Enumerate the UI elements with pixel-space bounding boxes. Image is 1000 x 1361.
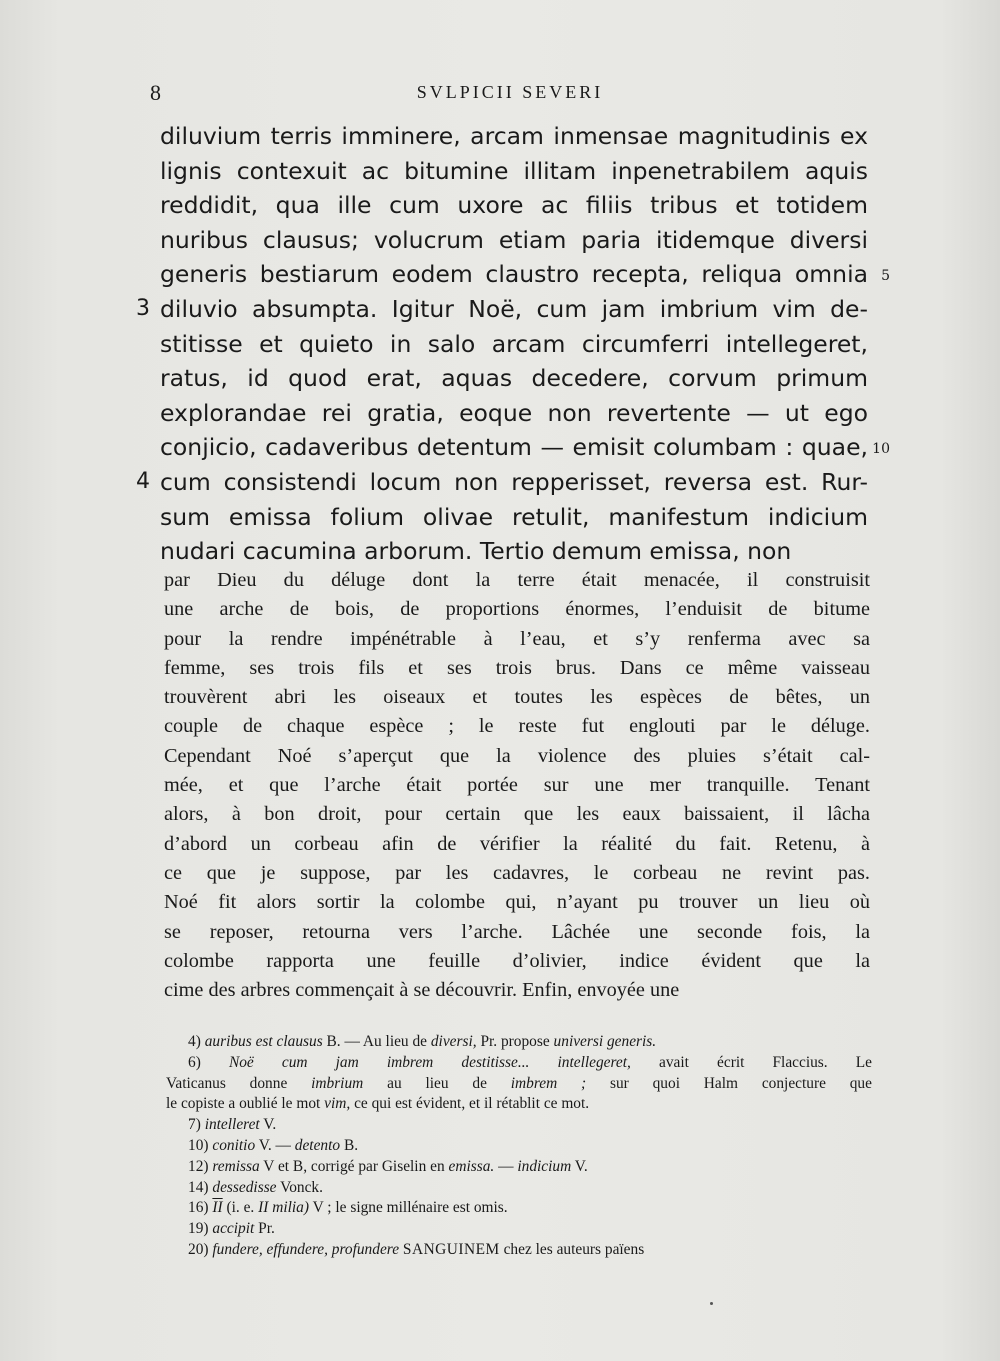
note-16: 16) $\overline{II}$ (i. e. II milia) V ; le signe millénaire est omis. — [188, 1199, 508, 1217]
latin-line — [136, 465, 868, 500]
french-line: trouvèrent abri les oiseaux et toutes les espèces de bêtes, un — [164, 686, 870, 709]
note-19: 19) accipit Pr. — [188, 1220, 275, 1238]
french-line: une arche de bois, de proportions énormes, l’enduisit de bitume — [164, 598, 870, 621]
line-number: 10 — [872, 441, 890, 458]
latin-line-text: ratus, id quod erat, aquas decedere, corvum primum — [160, 364, 868, 393]
critical-notes — [166, 1032, 872, 1261]
french-line: se reposer, retourna vers l’arche. Lâchée une seconde fois, la — [164, 920, 870, 943]
latin-line — [160, 119, 868, 154]
latin-line — [160, 188, 868, 223]
note-7: 7) intelleret V. — [188, 1116, 277, 1134]
note-4: 4) auribus est clausus B. — Au lieu de diversi, Pr. propose universi generis. — [188, 1033, 657, 1050]
latin-text — [136, 119, 890, 569]
latin-line-text: diluvium terris imminere, arcam inmensae magnitudinis ex — [160, 122, 868, 150]
latin-line — [160, 327, 868, 362]
french-line: Noé fit alors sortir la colombe qui, n’ayant pu trouver un lieu où — [164, 891, 870, 914]
french-line: couple de chaque espèce ; le reste fut englouti par le déluge. — [164, 715, 870, 738]
section-number: 4 — [136, 468, 150, 494]
latin-line-text: nudari cacumina arborum. Tertio demum emissa, non — [160, 537, 792, 566]
latin-line-text: cum consistendi locum non repperisset, reversa est. Rur- — [160, 467, 868, 496]
latin-line — [160, 500, 868, 535]
note-6: 6) Noë cum jam imbrem destitisse... intellegeret, avait écrit Flaccius. Le — [188, 1053, 872, 1071]
latin-line — [160, 396, 868, 431]
note-6-end: le copiste a oublié le mot vim, ce qui est évident, et il rétablit ce mot. — [166, 1095, 590, 1113]
french-line: pour la rendre impénétrable à l’eau, et s’y renferma avec sa — [164, 627, 870, 650]
latin-line-text: nuribus clausus; volucrum etiam paria itidemque diversi — [160, 225, 868, 254]
latin-line-text: generis bestiarum eodem claustro recepta, reliqua omnia — [160, 260, 868, 289]
print-speck — [710, 1302, 713, 1305]
page-header — [150, 80, 870, 108]
french-line: par Dieu du déluge dont la terre était menacée, il construisit — [164, 569, 870, 591]
latin-line — [136, 292, 868, 327]
page-number: 8 — [150, 80, 161, 105]
latin-line — [160, 223, 868, 258]
running-head: SVLPICII SEVERI — [416, 82, 604, 102]
latin-line-text: conjicio, cadaveribus detentum — emisit columbam : quae, — [160, 433, 868, 462]
latin-line-text: stitisse et quieto in salo arcam circumferri intellegeret, — [160, 329, 868, 358]
note-10: 10) conitio V. — detento B. — [188, 1136, 359, 1154]
french-line: femme, ses trois fils et ses trois brus. Dans ce même vaisseau — [164, 656, 870, 679]
latin-line-text: reddidit, qua ille cum uxore ac filiis tribus et totidem — [160, 191, 868, 220]
latin-line-text: diluvio absumpta. Igitur Noë, cum jam imbrium vim de- — [160, 294, 868, 323]
french-line: Cependant Noé s’aperçut que la violence des pluies s’était cal- — [164, 744, 870, 767]
note-20: 20) fundere, effundere, profundere SANGUINEM chez les auteurs païens — [188, 1240, 645, 1258]
french-line: mée, et que l’arche était portée sur une mer tranquille. Tenant — [164, 774, 870, 797]
line-number: 5 — [881, 268, 890, 285]
french-translation — [164, 566, 870, 1005]
latin-line — [160, 154, 868, 189]
french-line: cime des arbres commençait à se découvrir. Enfin, envoyée une — [164, 979, 680, 1002]
note-6-cont: Vaticanus donne imbrium au lieu de imbrem ; sur quoi Halm conjecture que — [166, 1074, 872, 1092]
french-line: ce que je suppose, par les cadavres, le corbeau ne revint pas. — [164, 861, 870, 884]
french-line: colombe rapporta une feuille d’olivier, indice évident que la — [164, 949, 870, 972]
latin-line — [160, 257, 890, 292]
latin-line-text: sum emissa folium olivae retulit, manifestum indicium — [160, 502, 868, 531]
note-12: 12) remissa V et B, corrigé par Giselin en emissa. — indicium V. — [188, 1157, 588, 1175]
latin-line — [160, 430, 890, 465]
latin-line — [160, 361, 868, 396]
section-number: 3 — [136, 295, 150, 321]
latin-line-text: lignis contexuit ac bitumine illitam inpenetrabilem aquis — [160, 156, 868, 185]
note-14: 14) dessedisse Vonck. — [188, 1178, 323, 1196]
french-line: alors, à bon droit, pour certain que les eaux baissaient, il lâcha — [164, 803, 870, 826]
french-line: d’abord un corbeau afin de vérifier la réalité du fait. Retenu, à — [164, 832, 870, 855]
latin-line — [160, 534, 868, 569]
latin-line-text: explorandae rei gratia, eoque non revertente — ut ego — [160, 398, 868, 427]
